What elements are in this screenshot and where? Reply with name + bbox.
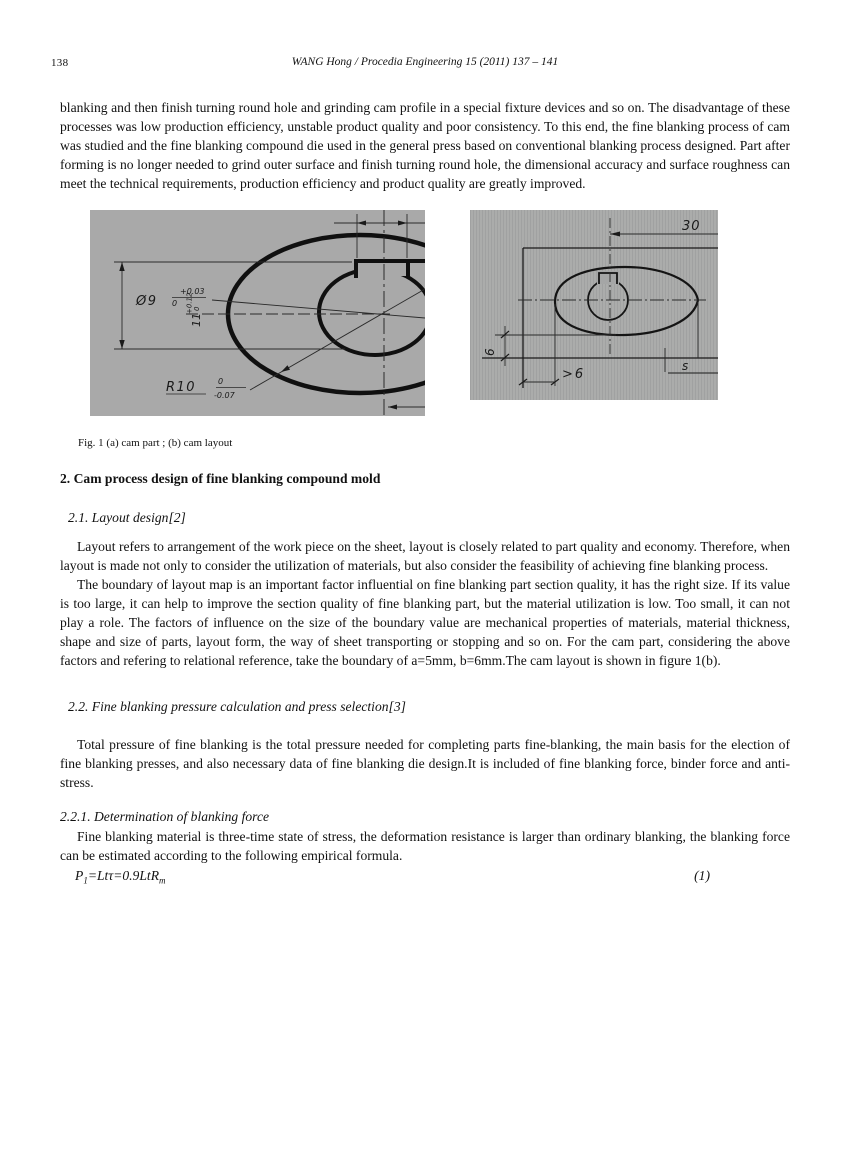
equation-1-number: (1): [694, 868, 710, 883]
figure-1: [60, 210, 790, 416]
section-2-2-heading: 2.2. Fine blanking pressure calculation and press selection[3]: [68, 699, 406, 714]
svg-text:+0.12: +0.12: [185, 292, 194, 314]
svg-text:0: 0: [193, 306, 201, 311]
equation-1-row: [60, 866, 790, 891]
boundary-label: >6: [562, 367, 586, 382]
figure-caption: Fig. 1 (a) cam part ; (b) cam layout: [78, 437, 233, 449]
cam-part-drawing: [90, 210, 425, 416]
cam-round-hole: [319, 269, 425, 355]
svg-text:11: 11: [190, 313, 203, 327]
intro-paragraph: blanking and then finish turning round hole and grinding cam profile in a special fixture devices and so on. The disadvantage of these processes was low production efficiency, unstable product quality and poor consistency. To this end, the fine blanking process of cam was studied and the fine blanking compound die used in the general press based on conventional blanking process designed. Part after forming is no longer needed to grind outer surface and finish turning round hole, the dimensional accuracy and surface roughness can meet the technical requirements, production efficiency and product quality are greatly improved.: [60, 100, 790, 191]
section-2-1-paragraph-2: The boundary of layout map is an important factor influential on fine blanking part section quality, it has the right size. If its value is too large, it can help to improve the section quality of fine blanking part, but the material utilization is low. Too small, it can not play a role. The factors of influence on the size of the boundary value are mechanical properties of materials, material thickness, shape and size of parts, layout form, the way of sheet transporting or stopping and so on. For the cam part, considering the above factors and refering to relational reference, take the boundary of a=5mm, b=6mm.The cam layout is shown in figure 1(b).: [60, 577, 790, 668]
section-2-2-paragraph-1: Total pressure of fine blanking is the total pressure needed for completing parts fine-blanking, the main basis for the election of fine blanking presses, and also necessary data of fine blanking die design.It is included of fine blanking force, binder force and anti-stress.: [60, 737, 790, 790]
radius-arrowhead: [281, 365, 290, 372]
section-2-heading: 2. Cam process design of fine blanking compound mold: [60, 471, 381, 486]
section-2-2-1-paragraph-1: Fine blanking material is three-time state of stress, the deformation resistance is larger than ordinary blanking, the blanking force can be estimated according to the following empirical formula.: [60, 829, 790, 863]
page-body: [60, 98, 790, 891]
section-2-2-1-heading: 2.2.1. Determination of blanking force: [60, 809, 270, 824]
page-header: [51, 56, 790, 71]
cam-layout-drawing: [470, 210, 718, 400]
hole-dia-label: Ø9: [136, 294, 158, 309]
radius-label: R10: [166, 380, 197, 395]
edge-margin-text: [483, 348, 497, 356]
pitch-label: 30: [682, 219, 701, 234]
svg-text:-0.07: -0.07: [214, 391, 235, 400]
running-title: WANG Hong / Procedia Engineering 15 (2011) 137 – 141: [291, 56, 559, 68]
cam-blank-outline: [555, 267, 698, 335]
svg-text:+0.03: +0.03: [180, 287, 205, 296]
svg-text:6: 6: [483, 348, 497, 356]
svg-text:0: 0: [172, 299, 178, 308]
section-2-1-paragraph-1: Layout refers to arrangement of the work piece on the sheet, layout is closely related to part quality and economy. Therefore, when layout is made not only to consider the utilization of materials, but also consider the feasibility of achieving fine blanking process.: [60, 539, 790, 573]
radius-leader-line: [250, 289, 425, 390]
svg-text:0: 0: [218, 377, 224, 386]
figure-b-cam-layout: [470, 210, 718, 400]
partial-label: s: [682, 359, 689, 373]
page-number: 138: [51, 57, 69, 69]
section-2-1-heading: 2.1. Layout design[2]: [68, 510, 186, 525]
figure-a-cam-part: [90, 210, 425, 416]
equation-1: $P_1=Lt\tau=0.9LtR_m$: [75, 868, 166, 886]
